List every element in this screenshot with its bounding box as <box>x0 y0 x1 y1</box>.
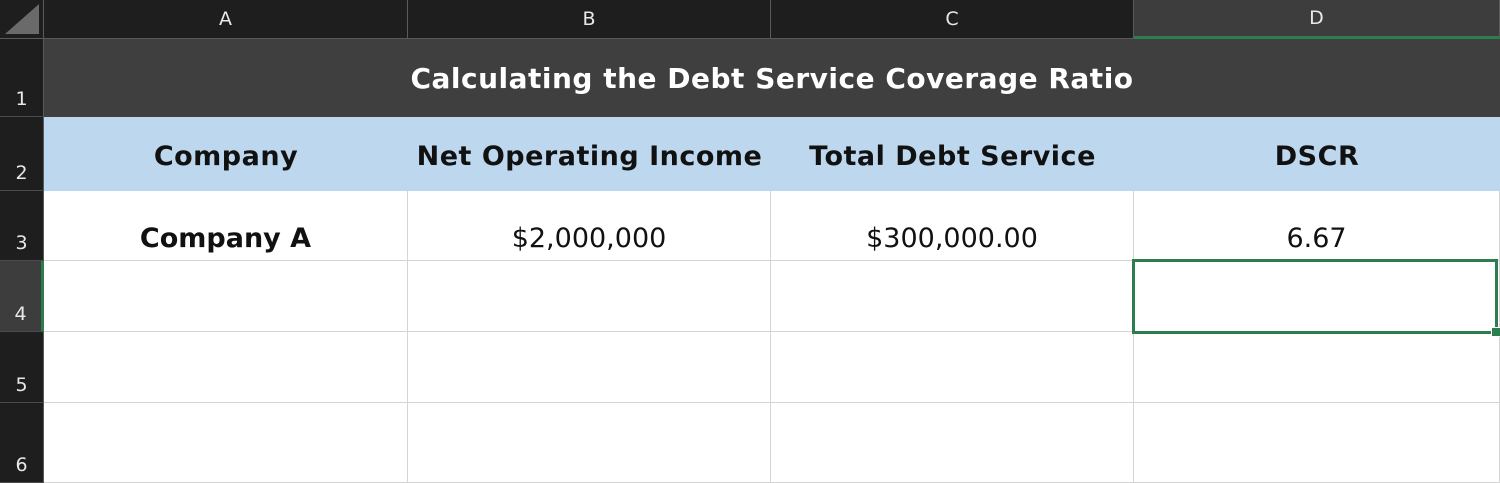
row-header-1[interactable]: 1 <box>0 39 44 117</box>
column-header-b[interactable]: B <box>408 0 771 39</box>
cell-b4[interactable] <box>408 261 771 332</box>
row-header-6[interactable]: 6 <box>0 403 44 483</box>
header-net-operating-income: Net Operating Income <box>416 141 763 172</box>
row-header-5[interactable]: 5 <box>0 332 44 403</box>
cell-b5[interactable] <box>408 332 771 403</box>
total-debt-service-value: $300,000.00 <box>866 223 1038 254</box>
column-header-c[interactable]: C <box>771 0 1134 39</box>
cell-c4[interactable] <box>771 261 1134 332</box>
row-header-3[interactable]: 3 <box>0 191 44 261</box>
cell-d2[interactable] <box>1134 117 1500 191</box>
cell-a2[interactable] <box>44 117 408 191</box>
title-cell-a1-d1[interactable] <box>44 39 1500 117</box>
cell-b3[interactable] <box>408 191 771 261</box>
column-header-d[interactable]: D <box>1134 0 1500 39</box>
header-total-debt-service: Total Debt Service <box>809 141 1096 172</box>
company-name: Company A <box>139 223 312 254</box>
cell-d3[interactable] <box>1134 191 1500 261</box>
cell-a3[interactable] <box>44 191 408 261</box>
sheet-title: Calculating the Debt Service Coverage Ratio <box>410 61 1134 95</box>
cell-c6[interactable] <box>771 403 1134 483</box>
cell-a5[interactable] <box>44 332 408 403</box>
cell-d6[interactable] <box>1134 403 1500 483</box>
header-dscr: DSCR <box>1274 141 1360 172</box>
select-all-triangle-icon <box>5 4 39 34</box>
cell-b6[interactable] <box>408 403 771 483</box>
cell-a6[interactable] <box>44 403 408 483</box>
dscr-value: 6.67 <box>1286 223 1347 254</box>
active-cell-selection[interactable] <box>1132 259 1498 334</box>
cell-c3[interactable] <box>771 191 1134 261</box>
select-all-corner[interactable] <box>0 0 44 39</box>
row-header-4[interactable]: 4 <box>0 261 44 332</box>
fill-handle[interactable] <box>1491 327 1500 337</box>
cell-c2[interactable] <box>771 117 1134 191</box>
cell-b2[interactable] <box>408 117 771 191</box>
cell-c5[interactable] <box>771 332 1134 403</box>
net-operating-income-value: $2,000,000 <box>511 223 667 254</box>
header-company: Company <box>153 141 299 172</box>
row-header-2[interactable]: 2 <box>0 117 44 191</box>
cell-a4[interactable] <box>44 261 408 332</box>
cell-d5[interactable] <box>1134 332 1500 403</box>
column-header-a[interactable]: A <box>44 0 408 39</box>
